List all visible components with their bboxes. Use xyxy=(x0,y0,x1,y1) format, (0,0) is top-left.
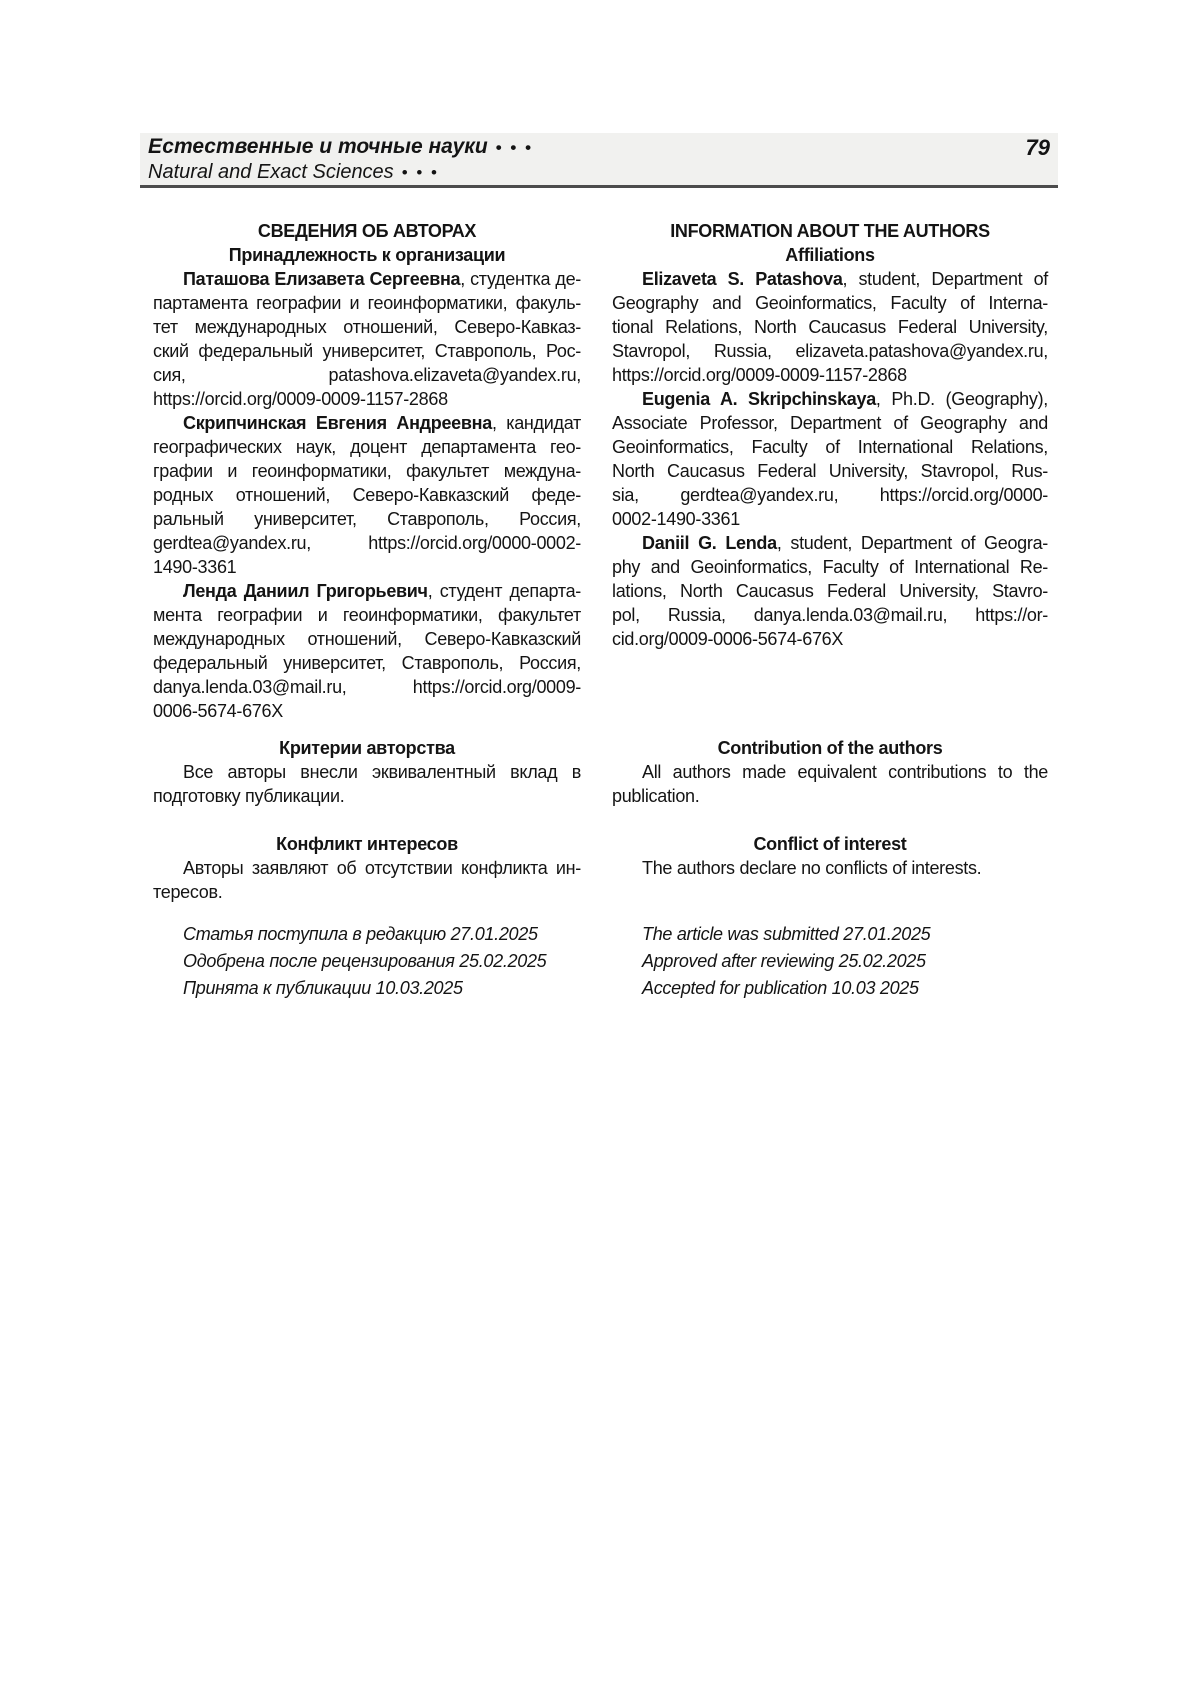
text-line xyxy=(153,459,581,483)
text-line xyxy=(153,363,581,387)
author-name: Elizaveta S. Patashova xyxy=(642,269,843,289)
text-line xyxy=(612,267,1048,291)
text-line xyxy=(153,880,581,904)
text-segment: danya.lenda.03@mail.ru, https://orcid.org/0009- xyxy=(153,677,581,697)
text-line xyxy=(153,483,581,507)
text-line xyxy=(612,459,1048,483)
text-segment: географических наук, доцент департамента гео- xyxy=(153,437,581,457)
author-paragraph xyxy=(153,267,581,411)
author-name: Паташова Елизавета Сергеевна xyxy=(183,269,461,289)
author-name: Скрипчинская Евгения Андреевна xyxy=(183,413,492,433)
contribution-section xyxy=(612,736,1048,808)
text-segment: North Caucasus Federal University, Stavropol, Rus- xyxy=(612,461,1048,481)
text-line xyxy=(153,291,581,315)
author-paragraph xyxy=(612,531,1048,651)
text-segment: Associate Professor, Department of Geography and xyxy=(612,413,1048,433)
text-line xyxy=(612,975,1048,1002)
text-line xyxy=(612,948,1048,975)
text-segment: подготовку публикации. xyxy=(153,786,345,806)
text-segment: Geography and Geoinformatics, Faculty of Interna- xyxy=(612,293,1048,313)
text-segment: The authors declare no conflicts of interests. xyxy=(642,858,982,878)
text-segment: , студентка де- xyxy=(460,269,581,289)
text-line xyxy=(153,507,581,531)
text-line xyxy=(612,579,1048,603)
bullet-separator: • • • xyxy=(495,138,534,157)
author-paragraph xyxy=(153,411,581,579)
text-segment: мента географии и геоинформатики, факультет xyxy=(153,605,581,625)
text-line xyxy=(612,603,1048,627)
text-line xyxy=(612,627,1048,651)
dates-section xyxy=(612,921,1048,1002)
text-segment: Авторы заявляют об отсутствии конфликта ин- xyxy=(183,858,581,878)
text-segment: сия, patashova.elizaveta@yandex.ru, xyxy=(153,365,581,385)
text-segment: Одобрена после рецензирования 25.02.2025 xyxy=(183,951,547,971)
conflict-section xyxy=(153,832,581,904)
text-segment: ральный университет, Ставрополь, Россия, xyxy=(153,509,581,529)
text-segment: , студент департа- xyxy=(427,581,581,601)
author-name: Ленда Даниил Григорьевич xyxy=(183,581,428,601)
text-segment: Статья поступила в редакцию 27.01.2025 xyxy=(183,924,538,944)
conflict-paragraph xyxy=(612,856,1048,880)
text-segment: федеральный университет, Ставрополь, Россия, xyxy=(153,653,581,673)
text-line xyxy=(153,948,581,975)
text-segment: , кандидат xyxy=(491,413,581,433)
text-segment: тет международных отношений, Северо-Кавказ- xyxy=(153,317,581,337)
text-segment: , student, Department of Geogra- xyxy=(776,533,1048,553)
text-line xyxy=(153,315,581,339)
text-line xyxy=(612,760,1048,784)
text-segment: Accepted for publication 10.03 2025 xyxy=(642,978,919,998)
text-line xyxy=(612,315,1048,339)
text-segment: publication. xyxy=(612,786,700,806)
text-line xyxy=(153,975,581,1002)
text-line xyxy=(612,387,1048,411)
text-line xyxy=(612,507,1048,531)
bullet-separator: • • • xyxy=(401,163,439,182)
running-header-titles xyxy=(148,134,1026,185)
running-header xyxy=(140,133,1058,188)
text-segment: phy and Geoinformatics, Faculty of International Re- xyxy=(612,557,1048,577)
conflict-section xyxy=(612,832,1048,880)
text-segment: родных отношений, Северо-Кавказский феде- xyxy=(153,485,581,505)
text-line xyxy=(612,339,1048,363)
section-heading: Affiliations xyxy=(785,245,875,265)
section-heading: СВЕДЕНИЯ ОБ АВТОРАХ xyxy=(257,221,477,241)
text-segment: 0002-1490-3361 xyxy=(612,509,740,529)
text-line xyxy=(153,651,581,675)
text-line xyxy=(612,555,1048,579)
text-line xyxy=(153,411,581,435)
text-segment: 0006-5674-676X xyxy=(153,701,283,721)
text-line xyxy=(612,784,1048,808)
text-segment: gerdtea@yandex.ru, https://orcid.org/0000-0002- xyxy=(153,533,581,553)
section-heading: Conflict of interest xyxy=(753,834,907,854)
page-content xyxy=(140,219,1058,1019)
text-segment: https://orcid.org/0009-0009-1157-2868 xyxy=(612,365,907,385)
text-line xyxy=(612,435,1048,459)
section-heading: Критерии авторства xyxy=(279,738,455,758)
dates-section xyxy=(153,921,581,1002)
text-segment: графии и геоинформатики, факультет междуна- xyxy=(153,461,581,481)
text-segment: Все авторы внесли эквивалентный вклад в xyxy=(183,762,581,782)
text-segment: международных отношений, Северо-Кавказский xyxy=(153,629,581,649)
text-line xyxy=(153,675,581,699)
header-title-ru xyxy=(148,134,1026,160)
column-russian xyxy=(153,219,581,1019)
text-line xyxy=(612,291,1048,315)
section-heading: Конфликт интересов xyxy=(276,834,458,854)
author-paragraph xyxy=(153,579,581,723)
text-segment: , student, Department of xyxy=(842,269,1049,289)
contribution-section xyxy=(153,736,581,808)
text-line xyxy=(153,760,581,784)
text-segment: Принята к публикации 10.03.2025 xyxy=(183,978,463,998)
text-segment: Geoinformatics, Faculty of International Relations, xyxy=(612,437,1048,457)
text-segment: партамента географии и геоинформатики, факуль- xyxy=(153,293,581,313)
text-line xyxy=(153,921,581,948)
text-line xyxy=(153,387,581,411)
text-segment: 1490-3361 xyxy=(153,557,237,577)
conflict-paragraph xyxy=(153,856,581,904)
text-line xyxy=(153,267,581,291)
text-segment: ский федеральный университет, Ставрополь, Рос- xyxy=(153,341,581,361)
text-line xyxy=(153,531,581,555)
text-line xyxy=(612,531,1048,555)
text-line xyxy=(153,627,581,651)
text-line xyxy=(612,921,1048,948)
text-segment: Stavropol, Russia, elizaveta.patashova@yandex.ru, xyxy=(612,341,1048,361)
text-line xyxy=(153,856,581,880)
text-line xyxy=(153,339,581,363)
contribution-paragraph xyxy=(153,760,581,808)
author-paragraph xyxy=(612,387,1048,531)
text-segment: pol, Russia, danya.lenda.03@mail.ru, https://or- xyxy=(612,605,1048,625)
text-line xyxy=(153,579,581,603)
text-line xyxy=(612,363,1048,387)
section-heading: INFORMATION ABOUT THE AUTHORS xyxy=(670,221,990,241)
text-segment: cid.org/0009-0006-5674-676X xyxy=(612,629,844,649)
text-line xyxy=(612,856,1048,880)
author-name: Daniil G. Lenda xyxy=(642,533,777,553)
section-heading: Contribution of the authors xyxy=(717,738,943,758)
text-line xyxy=(612,411,1048,435)
text-segment: The article was submitted 27.01.2025 xyxy=(642,924,931,944)
text-segment: lations, North Caucasus Federal University, Stavro- xyxy=(612,581,1048,601)
text-line xyxy=(153,699,581,723)
text-segment: https://orcid.org/0009-0009-1157-2868 xyxy=(153,389,448,409)
section-heading: Принадлежность к организации xyxy=(228,245,506,265)
text-line xyxy=(153,435,581,459)
header-title-ru-text: Естественные и точные науки xyxy=(148,135,488,158)
author-paragraph xyxy=(612,267,1048,387)
column-english xyxy=(612,219,1048,1019)
text-segment: tional Relations, North Caucasus Federal University, xyxy=(612,317,1048,337)
text-line xyxy=(153,784,581,808)
text-segment: Approved after reviewing 25.02.2025 xyxy=(642,951,926,971)
text-segment: All authors made equivalent contributions to the xyxy=(642,762,1048,782)
text-line xyxy=(612,483,1048,507)
contribution-paragraph xyxy=(612,760,1048,808)
header-title-en xyxy=(148,160,1026,185)
text-segment: тересов. xyxy=(153,882,223,902)
text-segment: , Ph.D. (Geography), xyxy=(875,389,1048,409)
text-line xyxy=(153,603,581,627)
page-number: 79 xyxy=(1025,135,1050,160)
author-name: Eugenia A. Skripchinskaya xyxy=(642,389,876,409)
text-segment: sia, gerdtea@yandex.ru, https://orcid.org/0000- xyxy=(612,485,1048,505)
header-title-en-text: Natural and Exact Sciences xyxy=(148,161,394,183)
text-line xyxy=(153,555,581,579)
